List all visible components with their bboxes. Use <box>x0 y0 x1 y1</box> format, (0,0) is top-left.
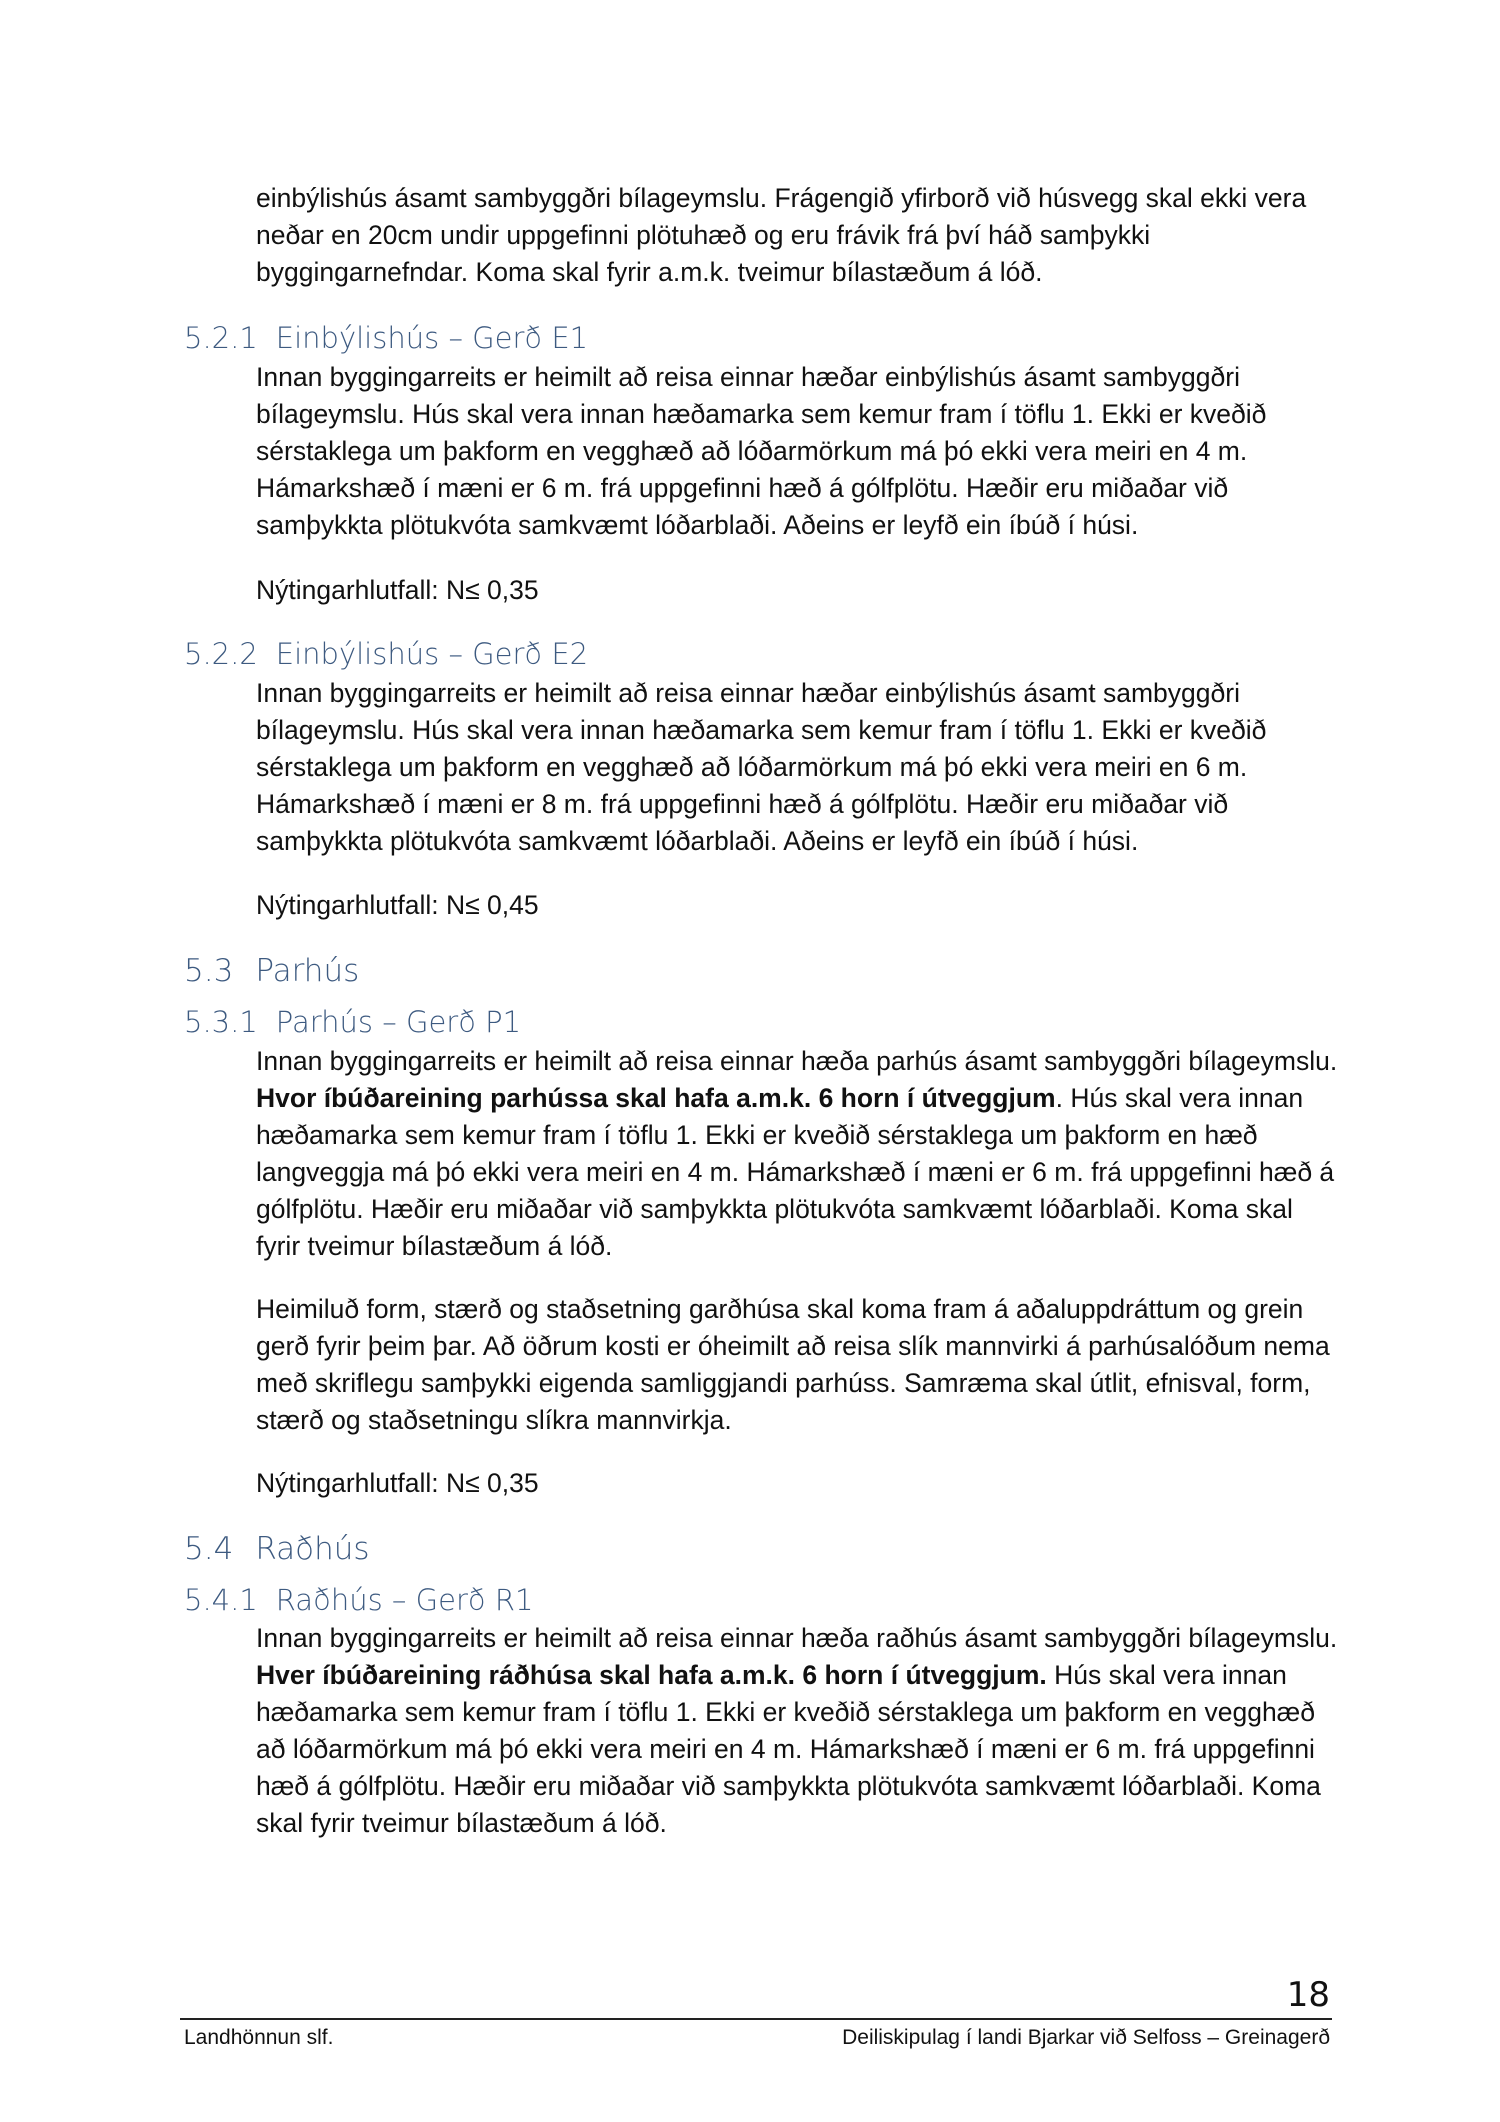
section-5-3-1-body <box>256 1043 1341 1265</box>
heading-number: 5.3.1 <box>184 1005 258 1039</box>
section-5-2-1-body: Innan byggingarreits er heimilt að reisa einnar hæðar einbýlishús ásamt sambyggðri bílageymslu. Hús skal vera innan hæðamarka sem kemur fram í töflu 1. Ekki er kveðið sérstaklega um þakform en vegghæð að lóðarmörkum má þó ekki vera meiri en 4 m. Hámarkshæð í mæni er 6 m. frá uppgefinni hæð á gólfplötu. Hæðir eru miðaðar við samþykkta plötukvóta samkvæmt lóðarblaði. Aðeins er leyfð ein íbúð í húsi. <box>256 362 1267 540</box>
heading-number: 5.2.1 <box>184 321 258 355</box>
heading-5-3-1 <box>184 1004 521 1040</box>
heading-title: Parhús <box>255 953 360 989</box>
section-5-4-1-body <box>256 1620 1341 1842</box>
footer-document-title: Deiliskipulag í landi Bjarkar við Selfoss – Greinagerð <box>842 2026 1330 2049</box>
section-5-3-1-ratio: Nýtingarhlutfall: N≤ 0,35 <box>256 1468 539 1498</box>
heading-number: 5.2.2 <box>184 637 258 671</box>
heading-title: Einbýlishús – Gerð E1 <box>275 321 589 355</box>
heading-5-4 <box>184 1529 370 1569</box>
heading-title: Einbýlishús – Gerð E2 <box>275 637 589 671</box>
heading-title: Raðhús <box>255 1531 370 1567</box>
heading-number: 5.3 <box>184 953 234 989</box>
body-text-bold: Hvor íbúðareining parhússa skal hafa a.m.k. 6 horn í útveggjum <box>256 1083 1056 1113</box>
heading-5-4-1 <box>184 1582 533 1618</box>
body-text-before: Innan byggingarreits er heimilt að reisa einnar hæða parhús ásamt sambyggðri bílageymslu. <box>256 1046 1338 1076</box>
heading-title: Parhús – Gerð P1 <box>275 1005 522 1039</box>
heading-title: Raðhús – Gerð R1 <box>275 1583 534 1617</box>
page-number: 18 <box>1286 1975 1330 2015</box>
section-5-3-1-body-2: Heimiluð form, stærð og staðsetning garðhúsa skal koma fram á aðaluppdráttum og grein gerð fyrir þeim þar. Að öðrum kosti er óheimilt að reisa slík mannvirki á parhúsalóðum nema með skriflegu samþykki eigenda samliggjandi parhúss. Samræma skal útlit, efnisval, form, stærð og staðsetningu slíkra mannvirkja. <box>256 1294 1330 1435</box>
intro-paragraph: einbýlishús ásamt sambyggðri bílageymslu. Frágengið yfirborð við húsvegg skal ekki vera neðar en 20cm undir uppgefinni plötuhæð og eru frávik frá því háð samþykki byggingarnefndar. Koma skal fyrir a.m.k. tveimur bílastæðum á lóð. <box>256 183 1307 287</box>
section-5-2-1-ratio: Nýtingarhlutfall: N≤ 0,35 <box>256 575 539 605</box>
heading-5-2-1 <box>184 320 588 356</box>
body-text-bold: Hver íbúðareining ráðhúsa skal hafa a.m.k. 6 horn í útveggjum. <box>256 1660 1047 1690</box>
heading-number: 5.4.1 <box>184 1583 258 1617</box>
section-5-2-2-body: Innan byggingarreits er heimilt að reisa einnar hæðar einbýlishús ásamt sambyggðri bílageymslu. Hús skal vera innan hæðamarka sem kemur fram í töflu 1. Ekki er kveðið sérstaklega um þakform en vegghæð að lóðarmörkum má þó ekki vera meiri en 6 m. Hámarkshæð í mæni er 8 m. frá uppgefinni hæð á gólfplötu. Hæðir eru miðaðar við samþykkta plötukvóta samkvæmt lóðarblaði. Aðeins er leyfð ein íbúð í húsi. <box>256 678 1267 856</box>
footer-divider <box>180 2018 1332 2020</box>
body-text-after: . Hús skal vera innan hæðamarka sem kemur fram í töflu 1. Ekki er kveðið sérstaklega um þakform en hæð langveggja má þó ekki vera meiri en 4 m. Hámarkshæð í mæni er 6 m. frá uppgefinni hæð á gólfplötu. Hæðir eru miðaðar við samþykkta plötukvóta samkvæmt lóðarblaði. Koma skal fyrir tveimur bílastæðum á lóð. <box>256 1083 1335 1261</box>
footer-company: Landhönnun slf. <box>184 2026 334 2049</box>
heading-5-2-2 <box>184 636 588 672</box>
heading-number: 5.4 <box>184 1531 234 1567</box>
body-text-before: Innan byggingarreits er heimilt að reisa einnar hæða raðhús ásamt sambyggðri bílageymslu. <box>256 1623 1338 1653</box>
body-text-after: Hús skal vera innan hæðamarka sem kemur fram í töflu 1. Ekki er kveðið sérstaklega um þakform en vegghæð að lóðarmörkum má þó ekki vera meiri en 4 m. Hámarkshæð í mæni er 6 m. frá uppgefinni hæð á gólfplötu. Hæðir eru miðaðar við samþykkta plötukvóta samkvæmt lóðarblaði. Koma skal fyrir tveimur bílastæðum á lóð. <box>256 1660 1321 1838</box>
section-5-2-2-ratio: Nýtingarhlutfall: N≤ 0,45 <box>256 890 539 920</box>
heading-5-3 <box>184 951 359 991</box>
